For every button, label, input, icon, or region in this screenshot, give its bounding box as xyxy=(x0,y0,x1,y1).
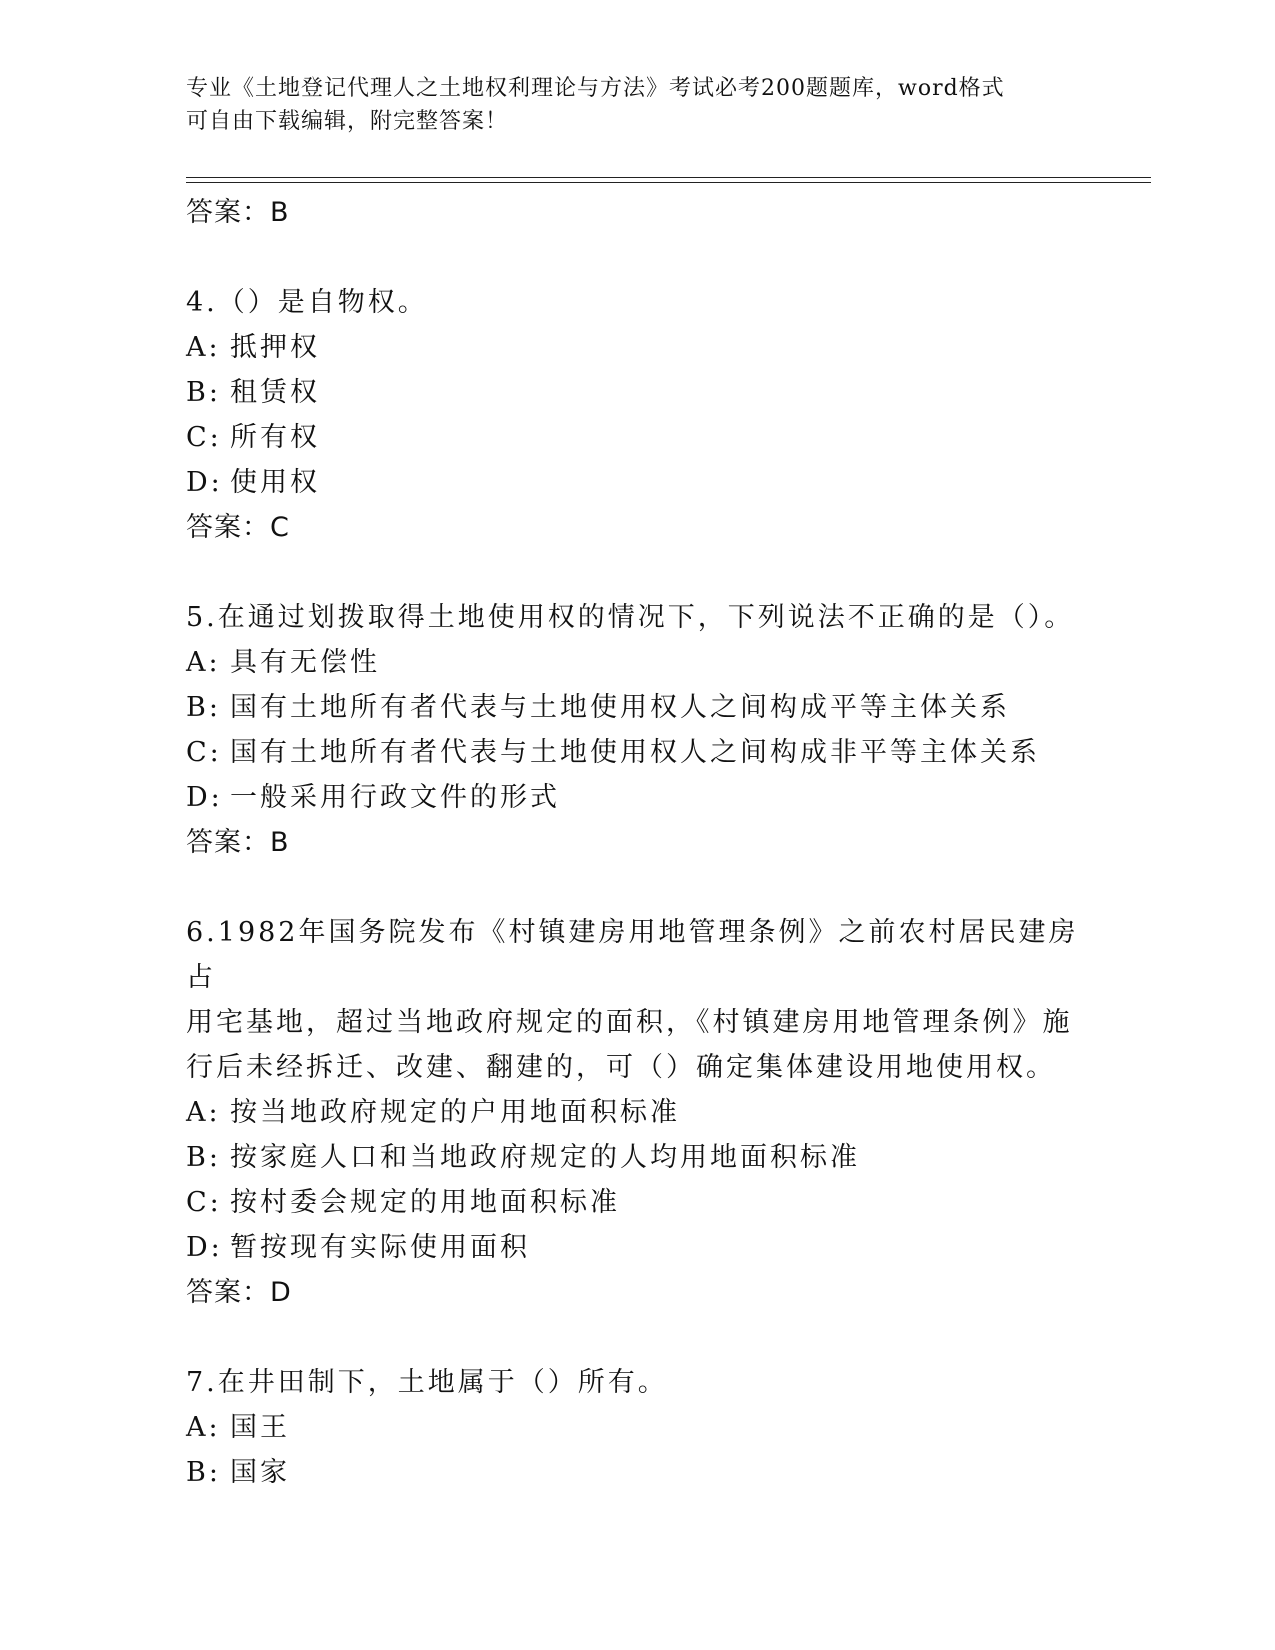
option-text: 国家 xyxy=(230,1457,290,1488)
option-a xyxy=(186,1090,1086,1135)
question-6 xyxy=(186,910,1086,1315)
option-b xyxy=(186,1450,1086,1495)
question-list xyxy=(186,186,1086,1495)
question-stem-line: 行后未经拆迁、改建、翻建的，可（）确定集体建设用地使用权。 xyxy=(186,1052,1056,1083)
question-5 xyxy=(186,595,1086,865)
header-line-2: 可自由下载编辑，附完整答案！ xyxy=(186,109,509,134)
option-text: 暂按现有实际使用面积 xyxy=(230,1232,530,1263)
option-letter: C: xyxy=(186,422,222,453)
option-letter: D: xyxy=(186,782,223,813)
option-text: 所有权 xyxy=(230,422,320,453)
option-text: 国有土地所有者代表与土地使用权人之间构成平等主体关系 xyxy=(230,692,1010,723)
answer-line: 答案：B xyxy=(186,827,290,858)
question-stem: 7.在井田制下，土地属于（）所有。 xyxy=(186,1367,668,1398)
option-letter: B: xyxy=(186,377,221,408)
option-a xyxy=(186,1405,1086,1450)
option-text: 租赁权 xyxy=(230,377,320,408)
answer-line: 答案：D xyxy=(186,1277,292,1308)
option-b xyxy=(186,1135,1086,1180)
option-letter: A: xyxy=(186,332,221,363)
option-text: 具有无偿性 xyxy=(230,647,380,678)
option-b xyxy=(186,370,1086,415)
option-letter: C: xyxy=(186,737,222,768)
option-a xyxy=(186,640,1086,685)
option-text: 国王 xyxy=(230,1412,290,1443)
option-letter: B: xyxy=(186,692,221,723)
option-text: 按村委会规定的用地面积标准 xyxy=(230,1187,620,1218)
option-b xyxy=(186,685,1086,730)
option-c xyxy=(186,730,1086,775)
option-letter: B: xyxy=(186,1142,221,1173)
option-text: 按当地政府规定的户用地面积标准 xyxy=(230,1097,680,1128)
option-letter: D: xyxy=(186,1232,223,1263)
option-letter: A: xyxy=(186,647,221,678)
option-text: 一般采用行政文件的形式 xyxy=(230,782,560,813)
option-a xyxy=(186,325,1086,370)
question-stem: 5.在通过划拨取得土地使用权的情况下，下列说法不正确的是（）。 xyxy=(186,602,1075,633)
option-text: 使用权 xyxy=(230,467,320,498)
option-c xyxy=(186,1180,1086,1225)
question-4 xyxy=(186,280,1086,550)
option-letter: B: xyxy=(186,1457,221,1488)
header-line-1: 专业《土地登记代理人之土地权利理论与方法》考试必考200题题库，word格式 xyxy=(186,76,1005,101)
option-d xyxy=(186,775,1086,820)
option-d xyxy=(186,1225,1086,1270)
answer-line: 答案：C xyxy=(186,512,290,543)
option-text: 国有土地所有者代表与土地使用权人之间构成非平等主体关系 xyxy=(230,737,1040,768)
option-text: 抵押权 xyxy=(230,332,320,363)
document-header xyxy=(186,72,1066,138)
option-letter: A: xyxy=(186,1097,221,1128)
option-letter: A: xyxy=(186,1412,221,1443)
option-letter: D: xyxy=(186,467,223,498)
question-stem-line: 用宅基地，超过当地政府规定的面积，《村镇建房用地管理条例》施 xyxy=(186,1007,1073,1038)
question-stem: 4.（）是自物权。 xyxy=(186,287,428,318)
question-7 xyxy=(186,1360,1086,1495)
option-text: 按家庭人口和当地政府规定的人均用地面积标准 xyxy=(230,1142,860,1173)
header-rule-bottom xyxy=(186,182,1151,183)
option-letter: C: xyxy=(186,1187,222,1218)
header-rule-top xyxy=(186,177,1151,178)
answer-line: 答案：B xyxy=(186,197,290,228)
question-stem-line: 6.1982年国务院发布《村镇建房用地管理条例》之前农村居民建房占 xyxy=(186,917,1079,993)
option-d xyxy=(186,460,1086,505)
option-c xyxy=(186,415,1086,460)
